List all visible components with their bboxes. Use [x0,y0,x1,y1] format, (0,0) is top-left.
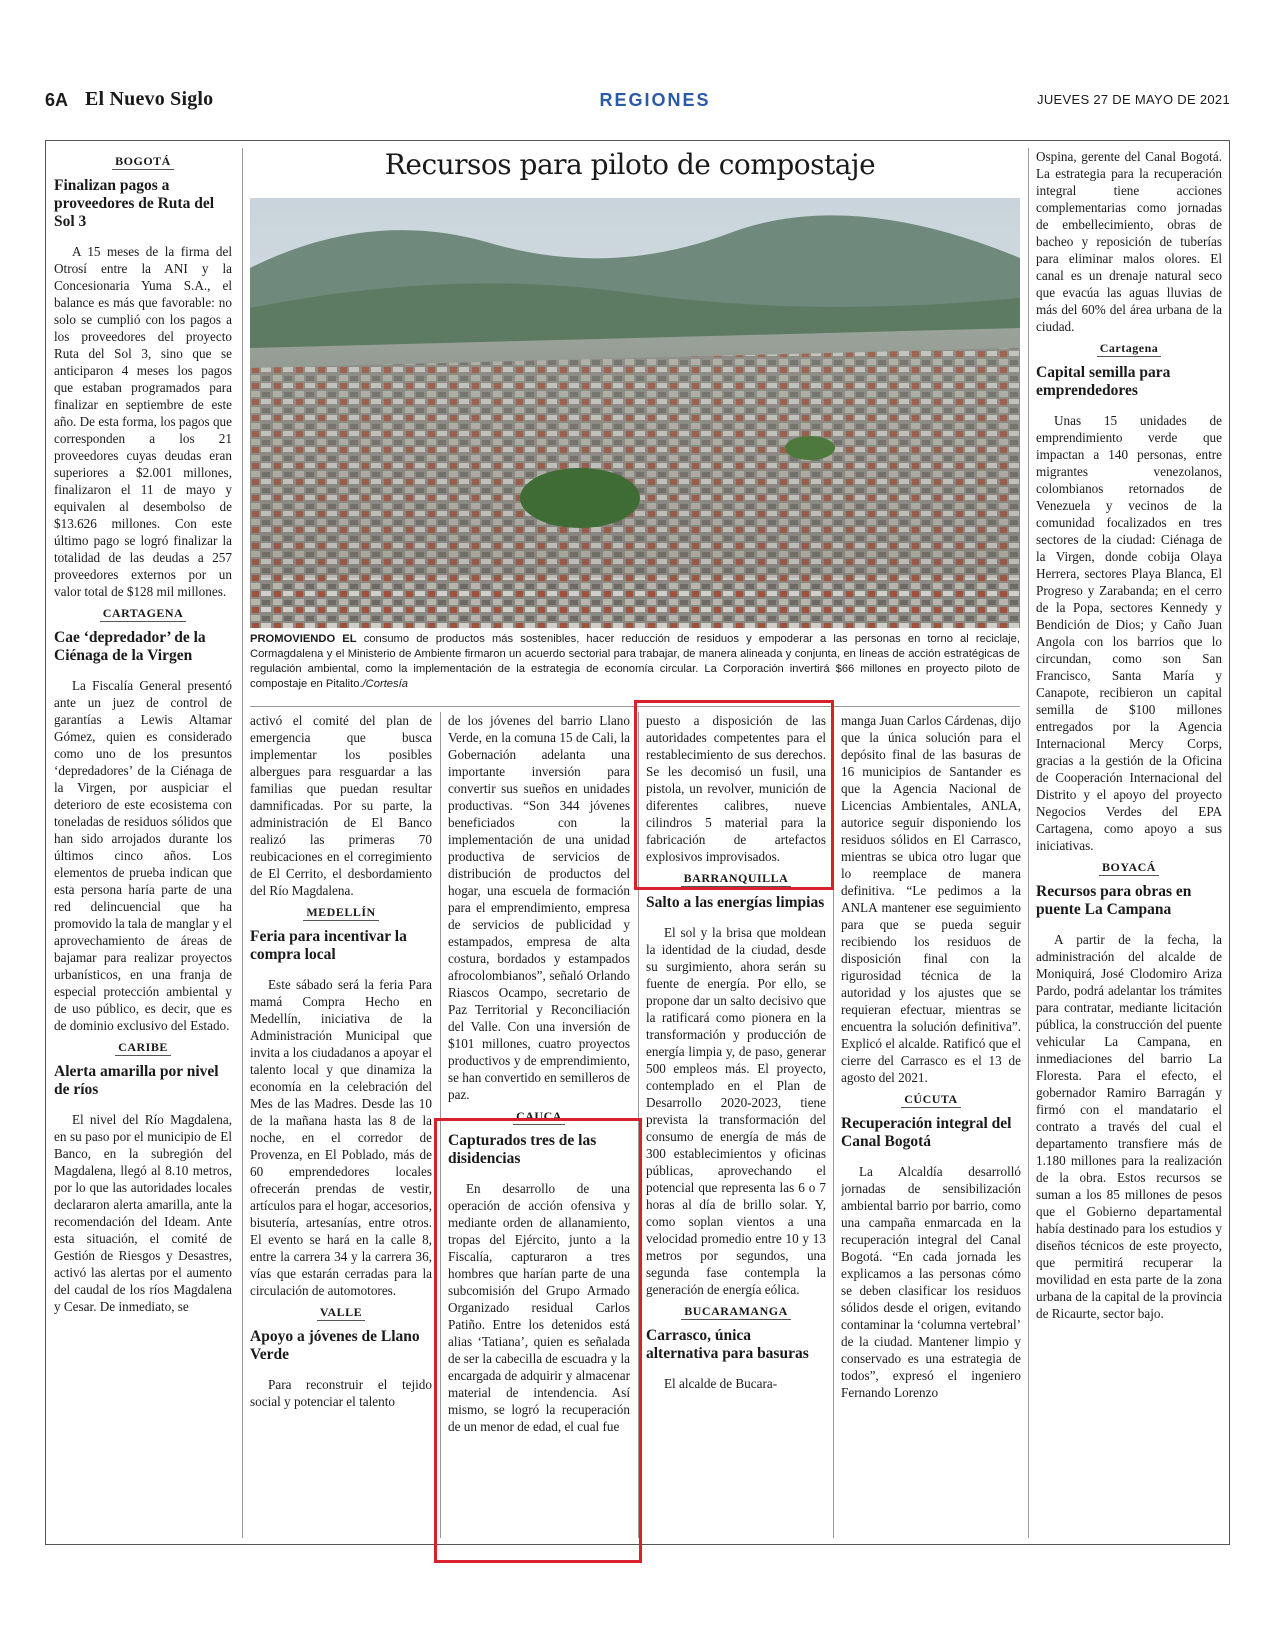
section-title: REGIONES [599,90,711,110]
article-headline: Recuperación integral del Canal Bogotá [841,1115,1012,1150]
article-body: de los jóvenes del barrio Llano Verde, en la comuna 15 de Cali, la Gobernación adelanta una importante inversión para convertir sus sueños en unidades productivas. “Son 344 jóvenes beneficiados con la implementación de una unidad productiva de servicios de distribución de productos del hogar, una escuela de formación para el emprendimiento, empresa de servicios de publicidad y estampados, empresa de alta costura, bordados y estampados afrocolombianos”, señaló Orlando Riascos Ocampo, secretario de Paz Territorial y Reconciliación del Valle. Con una inversión de $101 millones, cuatro proyectos productivos y de emprendimiento, se han convertido en semilleros de paz. [448,713,630,1102]
section-label: CARTAGENA [54,606,232,621]
article-body: La Alcaldía desarrolló jornadas de sensibilización ambiental barrio por barrio, como una campaña enmarcada en la recuperación integral del Canal Bogotá. “En cada jornada les explicamos a las personas cómo se deben clasificar los residuos sólidos desde el origen, evitando contaminar la ‘columna vertebral’ de la ciudad. Mantener limpio y conservado es una estrategia de todos”, expresó el ingeniero Fernando Lorenzo [841,1164,1021,1400]
article-body: Para reconstruir el tejido social y potenciar el talento [250,1377,432,1409]
section-label: BOYACÁ [1036,860,1222,875]
article-headline: Capital semilla para emprendedores [1036,364,1171,399]
article-headline: Apoyo a jóvenes de Llano Verde [250,1328,420,1363]
issue-date: JUEVES 27 DE MAYO DE 2021 [1037,92,1230,107]
aerial-city-photo [250,198,1020,628]
newspaper-name: El Nuevo Siglo [85,88,214,110]
column-2 [250,712,432,1540]
section-label: CÚCUTA [841,1092,1021,1107]
article-body: Unas 15 unidades de emprendimiento verde que impactan a 140 personas, entre migrantes venezolanos, colombianos retornados de Venezuela y vecinos de la comunidad focalizados en tres sectores de la ciudad: Ciénaga de la Virgen, donde cobija Olaya Herrera, sectores Playa Blanca, El Progreso y Zarabanda; en el cerro de la Popa, sectores Kennedy y Bendición de Dios; y Caño Juan Angola con los barrios que lo circundan, como son San Francisco, Santa María y Canapote, recibieron un capital semilla de $100 millones entregados por la Agencia Internacional Mercy Corps, gracias a la gestión de la Oficina de Cooperación Internacional del Distrito y el apoyo del proyecto Negocios Verdes del EPA Cartagena, como apoyo a sus iniciativas. [1036,413,1222,853]
section-label: Cartagena [1036,341,1222,356]
article-headline: Alerta amarilla por nivel de ríos [54,1063,219,1098]
article-body: El alcalde de Bucara- [664,1376,778,1391]
article-headline: Salto a las energías limpias [646,894,825,911]
article-body: manga Juan Carlos Cárdenas, dijo que la única solución para el depósito final de las basuras de 16 municipios de Santander es que la Agencia Nacional de Licencias Ambientales, ANLA, autorice seguir disponiendo los residuos sólidos en El Carrasco, mientras se ubica otro lugar que lo reemplace de manera definitiva. “Le pedimos a la ANLA mantener ese seguimiento para que se pueda seguir recibiendo los residuos de disposición final con la rigurosidad técnica de la autoridad y los ajustes que se requieran efectuar, mientras se encuentra la solución definitiva”. Explicó el alcalde. Ratificó que el cierre del Carrasco es el 13 de agosto del 2021. [841,713,1021,1085]
photo-credit: /Cortesía [362,678,408,690]
photo-caption [250,632,1020,692]
column-6 [1036,148,1222,1540]
caption-text: consumo de productos más sostenibles, hacer reducción de residuos y empoderar a las personas en torno al reciclaje, Cormagdalena y el Ministerio de Ambiente firmaron un acuerdo sectorial para trabajar, de manera alineada y conjunta, en líneas de acción estratégicas de regulación ambiental, como la implementación de la estrategia de economía circular. La Corporación invertirá $66 millones en proyecto piloto de compostaje en Pitalito. [250,633,1020,690]
column-5 [841,712,1021,1540]
article-body: A partir de la fecha, la administración del alcalde de Moniquirá, José Clodomiro Ariza Pardo, podrá adelantar los trámites para contratar, mediante licitación pública, la construcción del puente vehicular La Campana, en inmediaciones del barrio La Floresta. Para el efecto, el gobernador Ramiro Barragán y firmó con el mandatario el contrato a través del cual el departamento transfiere más de 1.180 millones para la realización de la obra. Estos recursos se suman a los 85 millones de pesos que el Gobierno departamental había destinado para los estudios y diseños técnicos de este proyecto, que permitirá recuperar la movilidad en esta parte de la zona urbana de la capital de la provincia de Ricaurte, sector bajo. [1036,932,1222,1321]
highlight-box-cauca-article [434,1118,642,1563]
article-body: activó el comité del plan de emergencia que busca implementar los posibles albergues para resguardar a las familias que puedan resultar damnificadas. Por su parte, la administración de El Banco realizó las primeras 70 reubicaciones en el corregimiento de El Cerrito, el desbordamiento del Río Magdalena. [250,713,432,898]
article-body: El nivel del Río Magdalena, en su paso por el municipio de El Banco, en la subregión del Magdalena, llegó al 8.10 metros, por lo que las autoridades locales declararon alerta amarilla, ante la recomendación del Ideam. Ante esta situación, el comité de Gestión de Riesgos y Desastres, activó las alertas por el aumento del caudal de los ríos Magdalena y Cesar. De inmediato, se [54,1112,232,1314]
article-body: puesto a disposición de las autoridades competentes para el restablecimiento de sus derechos. Se les decomisó un fusil, una pistola, un revolver, munición de diferentes calibres, nueve cilindros 5 material para la fabricación de artefactos explosivos improvisados. [646,713,826,864]
highlight-box-cauca-continuation [634,700,834,890]
section-label: BARRANQUILLA [646,871,826,886]
page-number: 6A [45,90,69,110]
section-label: BOGOTÁ [54,154,232,169]
article-body: Este sábado será la feria Para mamá Compra Hecho en Medellín, iniciativa de la Administración Municipal que invita a los ciudadanos a apoyar el talento local y que dinamiza la economía en la celebración del Mes de las Madres. Desde las 10 de la mañana hasta las 8 de la noche, en el corredor de Provenza, en El Poblado, más de 60 emprendedores locales ofrecerán prendas de vestir, artículos para el hogar, accesorios, bisutería, artesanías, entre otros. El evento se hará en la calle 8, entre la carrera 34 y la carrera 36, vías que estarán cerradas para la circulación de automotores. [250,977,432,1298]
article-headline: Recursos para obras en puente La Campana [1036,883,1192,918]
article-body: La Fiscalía General presentó ante un juez de control de garantías a Lewis Altamar Gómez, quien es considerado como uno de los presuntos ‘depredadores’ de la Ciénaga de la Virgen, por auspiciar el deterioro de este ecosistema con toneladas de residuos sólidos que han sido arrojados durante los últimos cinco años. Los elementos de prueba indican que esta persona haría parte de una red delincuencial que ha promovido la tala de manglar y el aprovechamiento de áreas de bajamar para realizar proyectos urbanísticos, en una franja de especial protección ambiental y de uso público, es decir, que es de dominio exclusivo del Estado. [54,678,232,1033]
caption-lead: PROMOVIENDO EL [250,633,357,645]
article-headline: Feria para incentivar la compra local [250,928,407,963]
section-label: CARIBE [54,1040,232,1055]
masthead [45,90,1230,114]
article-headline: Finalizan pagos a proveedores de Ruta del Sol 3 [54,177,215,230]
article-headline: Cae ‘depredador’ de la Ciénaga de la Virgen [54,629,206,664]
article-body: Ospina, gerente del Canal Bogotá. La estrategia para la recuperación integral tiene acciones complementarias como jornadas de embellecimiento, obras de bacheo y reposición de tuberías para eliminar malos olores. El canal es un drenaje natural seco que evacúa las aguas lluvias de más del 60% del área urbana de la ciudad. [1036,149,1222,334]
article-body: El sol y la brisa que moldean la identidad de la ciudad, desde su surgimiento, ahora serán su fuente de energía. Por ello, se propone dar un salto decisivo que la ratificará como pionera en la transformación y producción de energía limpia y, de paso, generar 500 empleos más. El proyecto, contemplado en el Plan de Desarrollo 2020-2023, tiene prevista la transformación del consumo de energía de más de 300 establecimientos y oficinas públicas, aprovechando el potencial que representa las 6 o 7 horas al día de brillo solar. Y, como soplan vientos a una velocidad promedio entre 10 y 13 metros por segundos, una segunda fase contempla la generación de energía eólica. [646,925,826,1297]
article-headline: Carrasco, única alternativa para basuras [646,1327,809,1362]
section-label: MEDELLÍN [250,905,432,920]
section-label: BUCARAMANGA [646,1304,826,1319]
column-1 [54,148,232,1540]
article-headline: Capturados tres de las disidencias [448,1132,597,1167]
section-label: CAUCA [448,1109,630,1124]
section-label: VALLE [250,1305,432,1320]
article-body: En desarrollo de una operación de acción ofensiva y mediante orden de allanamiento, tropas del Ejército, junto a la Fiscalía, capturaron a tres hombres que harían parte de una subcomisión del Grupo Armado Organizado residual Carlos Patiño. Entre los detenidos está alias ‘Tatiana’, quien es señalada de ser la cabecilla de escuadra y la encargada de adquirir y almacenar material de intendencia. Así mismo, se logró la recuperación de un menor de edad, el cual fue [448,1181,630,1434]
main-headline: Recursos para piloto de compostaje [384,148,876,181]
article-body: A 15 meses de la firma del Otrosí entre la ANI y la Concesionaria Yuma S.A., el balance es más que favorable: no solo se cumplió con los pagos a los proveedores del proyecto Ruta del Sol 3, sino que se anticiparon 4 meses los pagos que estaban programados para finalizar en septiembre de este año. De esta forma, los pagos que corresponden a los 21 proveedores cuyas deudas eran superiores a $2.001 millones, finalizaron el 11 de mayo y equivalen al desembolso de $13.626 millones. Con este último pago se logró finalizar la totalidad de las deudas a 257 proveedores externos por un valor total de $128 mil millones. [54,244,232,599]
